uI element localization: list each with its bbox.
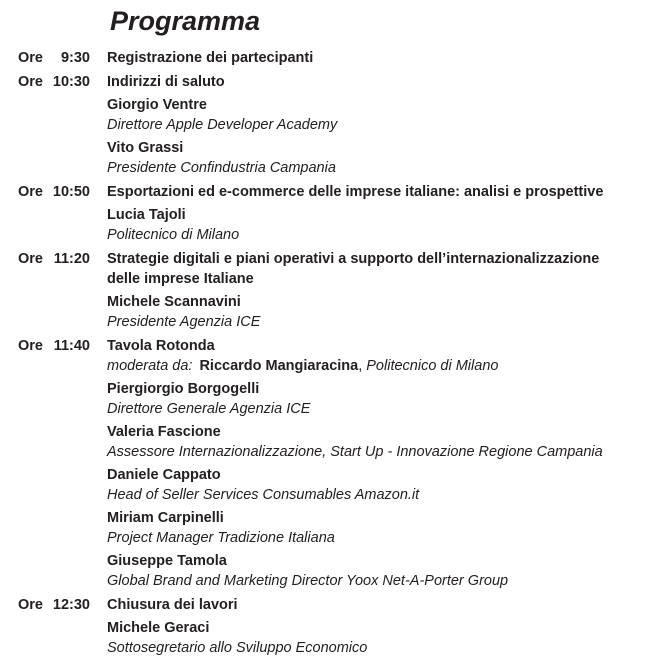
moderator-label: moderata da: [107, 358, 193, 374]
speaker-name: Giuseppe Tamola [107, 553, 227, 569]
speaker-block [107, 95, 652, 135]
speaker-name: Lucia Tajoli [107, 207, 186, 223]
speaker-block [107, 292, 652, 332]
schedule-entry [18, 336, 652, 591]
speaker-name: Miriam Carpinelli [107, 510, 224, 526]
entry-time-value: 10:30 [52, 74, 90, 90]
entry-title [107, 595, 652, 615]
speaker-role: Presidente Confindustria Campania [107, 160, 336, 176]
entry-content [107, 249, 652, 332]
entry-time-value: 11:20 [53, 251, 90, 267]
entry-time-value: 11:40 [53, 338, 90, 354]
entry-time-value: 12:30 [52, 597, 90, 613]
entry-title-line: Indirizzi di saluto [107, 74, 225, 90]
speaker-block [107, 465, 652, 505]
speaker-list [107, 292, 652, 332]
entry-title [107, 336, 652, 356]
moderator-line [107, 356, 652, 376]
entry-title [107, 48, 652, 68]
speaker-role: Project Manager Tradizione Italiana [107, 530, 335, 546]
schedule-list [18, 48, 652, 658]
speaker-list [107, 618, 652, 658]
entry-content [107, 182, 652, 245]
speaker-list [107, 379, 652, 591]
speaker-block [107, 138, 652, 178]
entry-title-line: delle imprese Italiane [107, 271, 254, 287]
speaker-role: Direttore Apple Developer Academy [107, 117, 338, 133]
schedule-entry [18, 48, 652, 68]
speaker-block [107, 508, 652, 548]
speaker-block [107, 551, 652, 591]
speaker-list [107, 205, 652, 245]
entry-time [18, 595, 90, 615]
entry-time-prefix: Ore [18, 597, 43, 613]
entry-time [18, 182, 90, 202]
speaker-role: Sottosegretario allo Sviluppo Economico [107, 640, 368, 656]
entry-time [18, 249, 90, 269]
entry-time-prefix: Ore [18, 338, 43, 354]
speaker-role: Assessore Internazionalizzazione, Start Up - Innovazione Regione Campania [107, 444, 603, 460]
page-title: Programma [110, 6, 261, 36]
entry-title-line: Chiusura dei lavori [107, 597, 238, 613]
speaker-name: Michele Scannavini [107, 294, 241, 310]
entry-time-value: 10:50 [52, 184, 90, 200]
entry-content [107, 336, 652, 591]
entry-content [107, 72, 652, 178]
entry-title [107, 182, 652, 202]
speaker-name: Giorgio Ventre [107, 97, 207, 113]
entry-title [107, 249, 652, 289]
schedule-entry [18, 249, 652, 332]
speaker-name: Piergiorgio Borgogelli [107, 381, 260, 397]
moderator-name: Riccardo Mangiaracina [199, 358, 359, 374]
entry-content [107, 595, 652, 658]
speaker-role: Global Brand and Marketing Director Yoox Net-A-Porter Group [107, 573, 509, 589]
entry-time [18, 336, 90, 356]
entry-time-prefix: Ore [18, 184, 43, 200]
speaker-name: Vito Grassi [107, 140, 184, 156]
entry-title [107, 72, 652, 92]
entry-content [107, 48, 652, 68]
entry-time [18, 72, 90, 92]
speaker-name: Michele Geraci [107, 620, 210, 636]
entry-title-line: Strategie digitali e piani operativi a supporto dell’internazionalizzazione [107, 251, 600, 267]
entry-title-line: Esportazioni ed e-commerce delle imprese italiane: analisi e prospettive [107, 184, 604, 200]
speaker-role: Direttore Generale Agenzia ICE [107, 401, 311, 417]
entry-time-value: 9:30 [60, 50, 90, 66]
speaker-role: Politecnico di Milano [107, 227, 240, 243]
speaker-block [107, 379, 652, 419]
schedule-entry [18, 595, 652, 658]
speaker-role: Head of Seller Services Consumables Amazon.it [107, 487, 420, 503]
schedule-entry [18, 182, 652, 245]
entry-time-prefix: Ore [18, 50, 43, 66]
speaker-list [107, 95, 652, 178]
entry-title-line: Registrazione dei partecipanti [107, 50, 314, 66]
speaker-name: Daniele Cappato [107, 467, 221, 483]
speaker-block [107, 422, 652, 462]
speaker-name: Valeria Fascione [107, 424, 221, 440]
entry-time [18, 48, 90, 68]
moderator-separator: , [358, 358, 367, 374]
moderator-affiliation: Politecnico di Milano [366, 358, 499, 374]
speaker-block [107, 618, 652, 658]
speaker-role: Presidente Agenzia ICE [107, 314, 261, 330]
speaker-block [107, 205, 652, 245]
entry-title-line: Tavola Rotonda [107, 338, 215, 354]
entry-time-prefix: Ore [18, 251, 43, 267]
schedule-entry [18, 72, 652, 178]
entry-time-prefix: Ore [18, 74, 43, 90]
